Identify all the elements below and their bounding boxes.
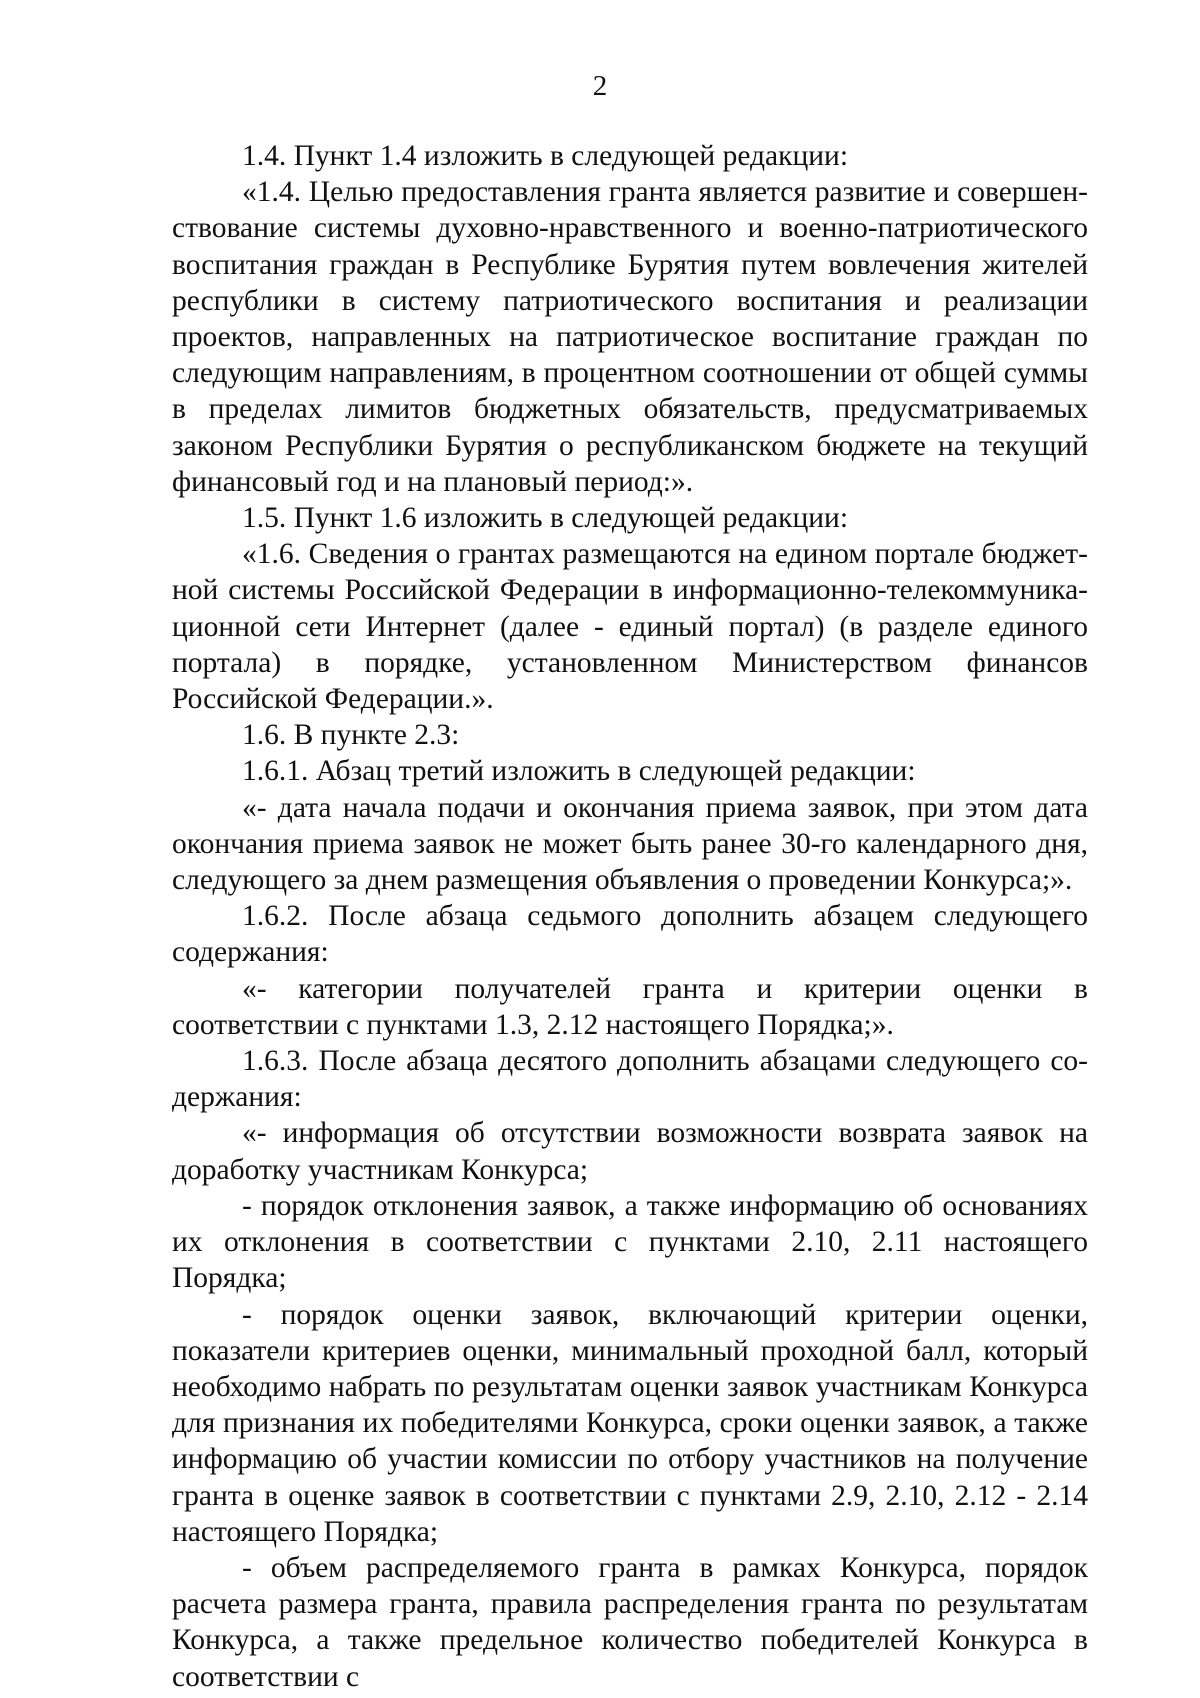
list-item-no-return: «- информация об отсутствии возможности возврата заявок на доработку участникам Конкурса; [172, 1117, 1088, 1186]
paragraph-1-6-text: «1.6. Сведения о грантах размещаются на едином портале бюджетной системы Российской Федерации в информационно-телекоммуникационной сети Интернет (далее - единый портал) (в разделе единого портала) в порядке, установленном Министерством финансов Российской Федерации.». [172, 538, 1088, 716]
paragraph-1-4-text: «1.4. Целью предоставления гранта является развитие и совершенствование системы духовно-нравственного и военно-патриотического воспитания граждан в Республике Бурятия путем вовлечения жителей республики в систему патриотического воспитания и реализации проектов, направленных на патриотическое воспитание граждан по следующим направлениям, в процентном соотношении от общей суммы в пределах лимитов бюджетных обязательств, предусматриваемых законом Республики Бурятия о республиканском бюджете на текущий финансовый год и на плановый период:». [172, 176, 1088, 498]
list-item-rejection: - порядок отклонения заявок, а также информацию об основаниях их отклонения в соответствии с пунктами 2.10, 2.11 настоящего Порядка; [172, 1189, 1088, 1295]
paragraph-1-6-2: 1.6.2. После абзаца седьмого дополнить абзацем следующего содержания: [172, 900, 1088, 969]
paragraph-1-6-point: 1.6. В пункте 2.3: [242, 719, 460, 752]
paragraph-1-6-2-text: «- категории получателей гранта и критерии оценки в соответствии с пунктами 1.3, 2.12 настоящего Порядка;». [172, 972, 1088, 1041]
list-item-evaluation: - порядок оценки заявок, включающий критерии оценки, показатели критериев оценки, минимальный проходной балл, который необходимо набрать по результатам оценки заявок участникам Конкурса для признания их победителями Конкурса, сроки оценки заявок, а также информацию об участии комиссии по отбору участников на получение гранта в оценке заявок в соответствии с пунктами 2.9, 2.10, 2.12 - 2.14 настоящего Порядка; [172, 1298, 1088, 1548]
paragraph-1-6-1-text: «- дата начала подачи и окончания приема заявок, при этом дата окончания приема заявок не может быть ранее 30-го календарного дня, следующего за днем размещения объявления о проведении Конкурса;». [172, 791, 1088, 897]
paragraph-1-6-1: 1.6.1. Абзац третий изложить в следующей редакции: [242, 755, 916, 788]
paragraph-1-4-heading: 1.4. Пункт 1.4 изложить в следующей редакции: [242, 140, 849, 172]
paragraph-1-5-heading: 1.5. Пункт 1.6 изложить в следующей редакции: [242, 502, 849, 535]
list-item-grant-volume: - объем распределяемого гранта в рамках Конкурса, порядок расчета размера гранта, правила распределения гранта по результатам Конкурса, а также предельное количество победителей Конкурса в соответствии с [172, 1551, 1088, 1693]
page-number: 2 [592, 70, 608, 102]
paragraph-1-6-3: 1.6.3. После абзаца десятого дополнить абзацами следующего содержания: [172, 1045, 1088, 1114]
document-body [172, 138, 1088, 1695]
